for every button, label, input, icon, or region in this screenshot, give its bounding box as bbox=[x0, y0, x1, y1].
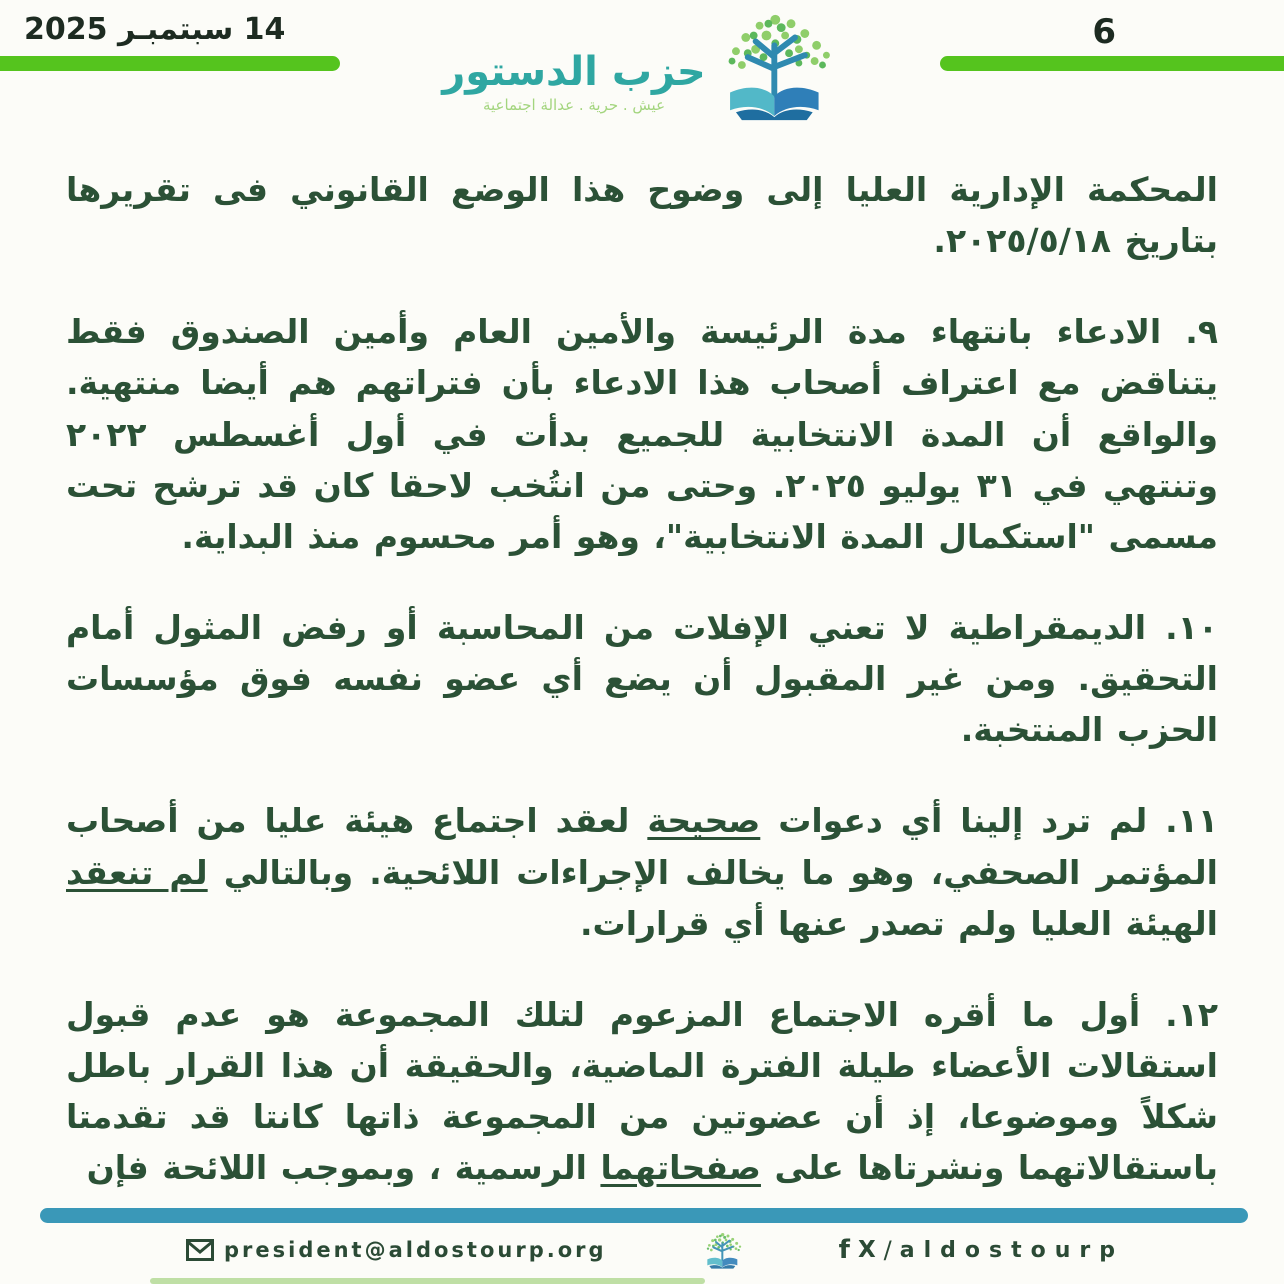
page-footer bbox=[0, 1208, 1284, 1284]
underlined-phrase: صحيحة bbox=[647, 801, 761, 841]
facebook-icon: f bbox=[838, 1235, 850, 1265]
footer-tree-icon bbox=[701, 1230, 745, 1270]
party-tagline: عيش . حرية . عدالة اجتماعية bbox=[482, 96, 666, 114]
body-paragraph bbox=[66, 795, 1218, 948]
social-separator: / bbox=[883, 1236, 892, 1264]
footer-rule bbox=[40, 1208, 1248, 1223]
body-paragraph bbox=[66, 602, 1218, 755]
header-rule-left bbox=[0, 56, 340, 71]
document-date: 14 سبتمبـر 2025 bbox=[24, 12, 286, 47]
body-paragraph bbox=[66, 306, 1218, 562]
underlined-phrase: صفحاتهما bbox=[600, 1148, 761, 1188]
party-logo-text bbox=[442, 50, 705, 114]
text-segment: الرسمية ، وبموجب اللائحة فإن bbox=[86, 1148, 601, 1188]
x-icon: X bbox=[857, 1237, 876, 1263]
header-rule-right bbox=[940, 56, 1284, 71]
text-segment: ١١. لم ترد إلينا أي دعوات bbox=[760, 801, 1218, 841]
social-handle: aldostourp bbox=[899, 1237, 1124, 1263]
party-logo bbox=[442, 6, 841, 124]
body-paragraph bbox=[66, 989, 1218, 1194]
text-segment: المحكمة الإدارية العليا إلى وضوح هذا الوضع القانوني فى تقريرها بتاريخ ٢٠٢٥/٥/١٨. bbox=[66, 170, 1218, 261]
email-envelope-icon bbox=[186, 1239, 214, 1261]
email-contact[interactable] bbox=[186, 1238, 607, 1262]
footer-row bbox=[0, 1230, 1284, 1270]
text-segment: ٩. الادعاء بانتهاء مدة الرئيسة والأمين العام وأمين الصندوق فقط يتناقض مع اعتراف أصحاب هذا الادعاء بأن فتراتهم هم أيضا منتهية. والواقع أن المدة الانتخابية للجميع بدأت في أول أغسطس ٢٠٢٢ وتنتهي في ٣١ يوليو ٢٠٢٥. وحتى من انتُخب لاحقا كان قد ترشح تحت مسمى "استكمال المدة الانتخابية"، وهو أمر محسوم منذ البداية. bbox=[66, 312, 1218, 556]
text-segment: ١٢. أول ما أقره الاجتماع المزعوم لتلك المجموعة هو عدم قبول استقالات الأعضاء طيلة الفترة الماضية، والحقيقة أن هذا القرار باطل شكلاً وموضوعا، إذ أن عضوتين من المجموعة ذاتها كانتا قد تقدمتا باستقالاتهما ونشرتاها على bbox=[66, 994, 1218, 1188]
text-segment: الهيئة العليا ولم تصدر عنها أي قرارات. bbox=[580, 903, 1218, 943]
text-segment: ١٠. الديمقراطية لا تعني الإفلات من المحاسبة أو رفض المثول أمام التحقيق. ومن غير المقبول أن يضع أي عضو نفسه فوق مؤسسات الحزب المنتخبة. bbox=[66, 607, 1218, 750]
page-header bbox=[0, 0, 1284, 150]
footer-faint-rule bbox=[150, 1278, 705, 1284]
email-address: president@aldostourp.org bbox=[224, 1238, 607, 1262]
underlined-phrase: لم تنعقد bbox=[66, 852, 208, 892]
body-text bbox=[0, 150, 1284, 1193]
body-paragraph bbox=[66, 164, 1218, 266]
party-name: حزب الدستور bbox=[442, 49, 706, 95]
page-number: 6 bbox=[1092, 12, 1116, 52]
social-links[interactable] bbox=[839, 1235, 1124, 1265]
party-logo-tree-icon bbox=[712, 6, 842, 124]
text-segment: لعقد اجتماع هيئة عليا من أصحاب المؤتمر الصحفي، وهو ما يخالف الإجراءات اللائحية. وبالتالي bbox=[66, 801, 1218, 892]
